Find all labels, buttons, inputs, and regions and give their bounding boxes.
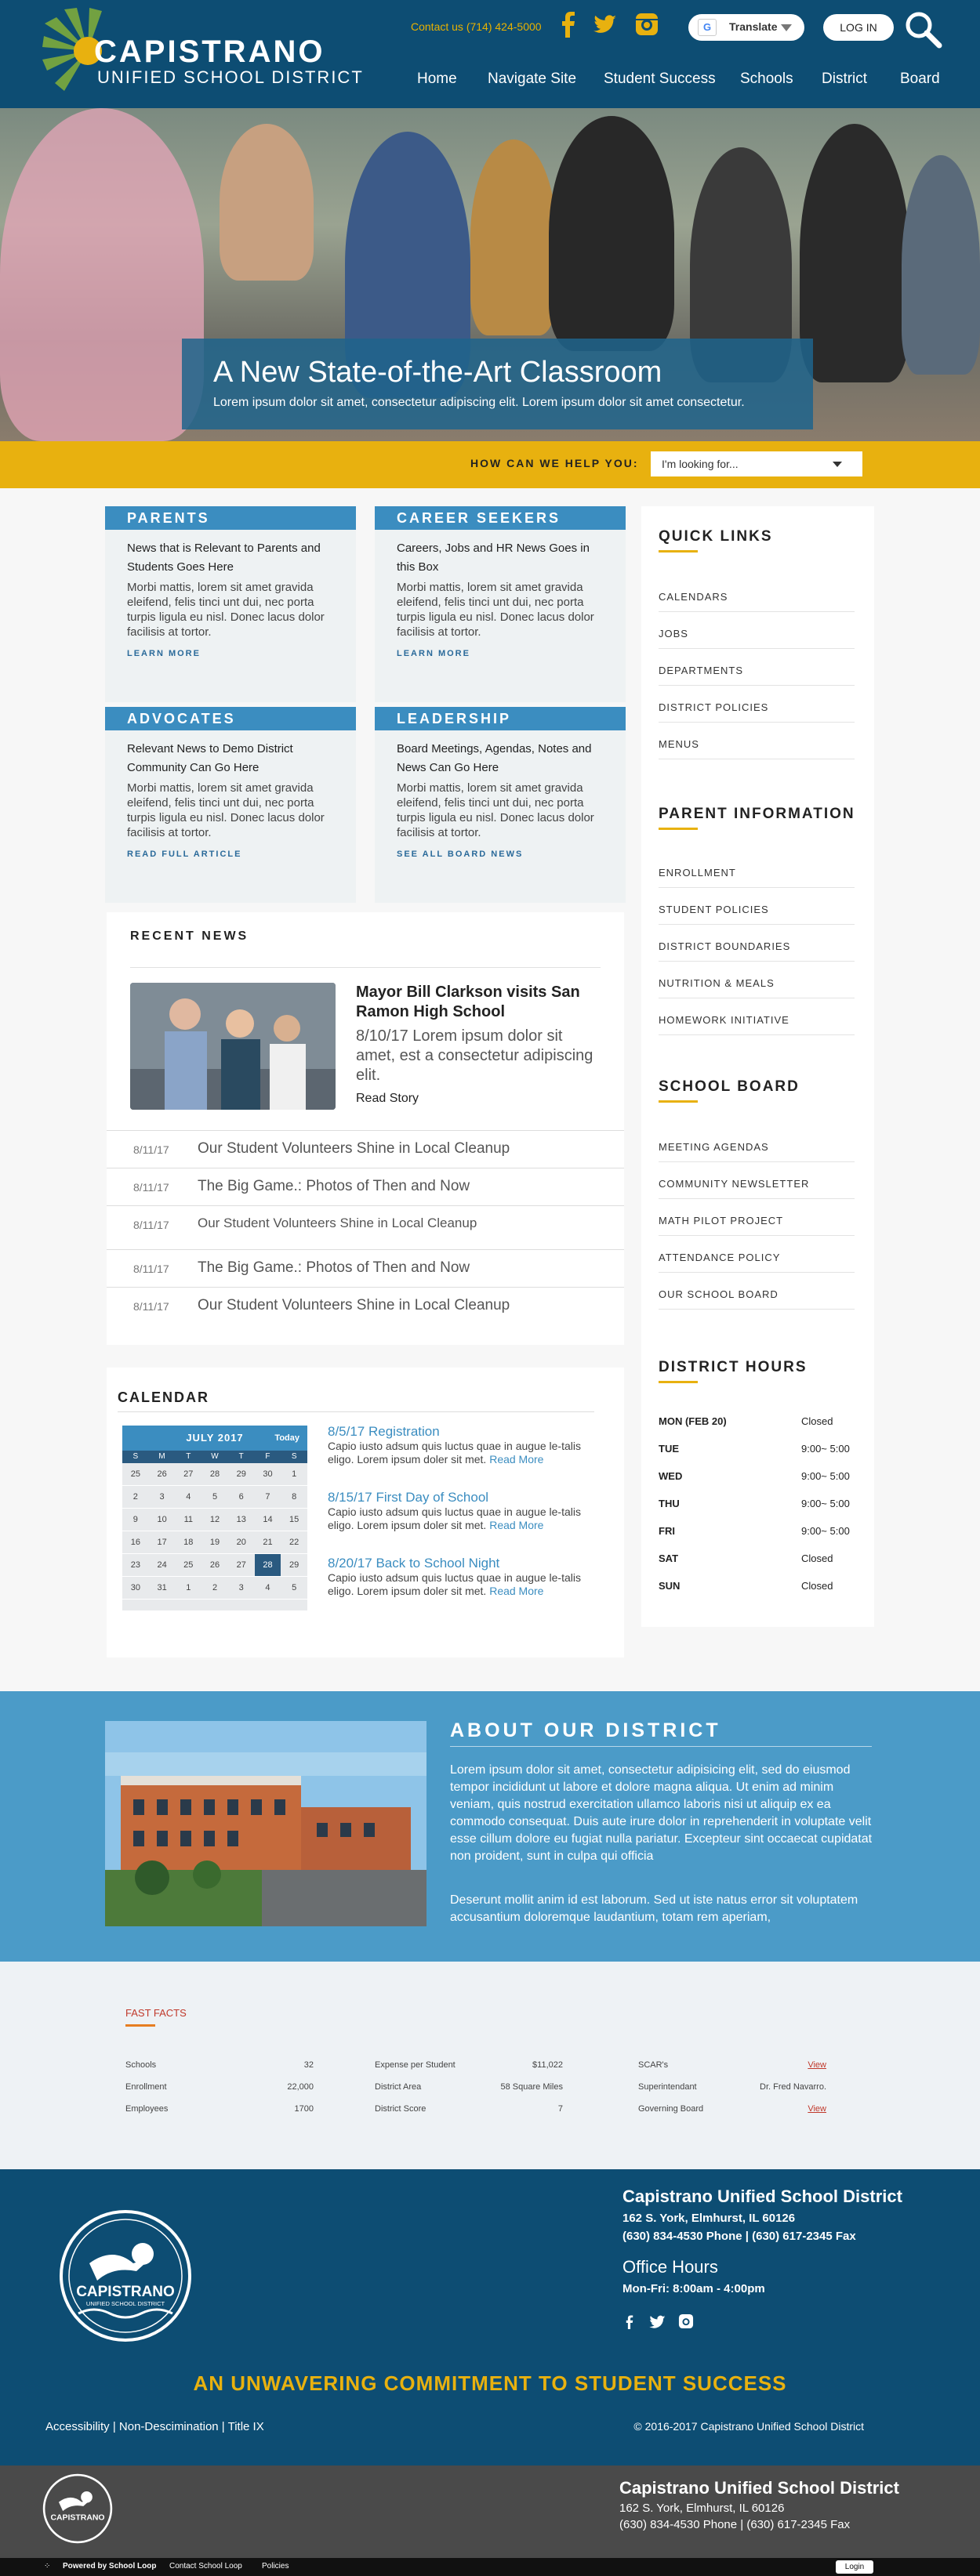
fact-label: District Score: [375, 2104, 426, 2114]
chevron-down-icon: [781, 24, 792, 31]
main-nav: [0, 71, 980, 94]
parent-link[interactable]: NUTRITION & MEALS: [659, 963, 855, 998]
google-icon: G: [698, 19, 717, 36]
board-link[interactable]: OUR SCHOOL BOARD: [659, 1274, 855, 1310]
heading-underline: [659, 1381, 698, 1383]
fact-label: Expense per Student: [375, 2060, 456, 2070]
card-link[interactable]: LEARN MORE: [127, 649, 201, 658]
about-paragraph: Lorem ipsum dolor sit amet, consectetur adipisicing elit, sed do eiusmod tempor incididunt ut labore et dolore magna aliqua. Ut enim ad minim veniam, quis nostrud exercitation ullamco laboris nisi ut aliquip ex ea commodo consequat. Duis aute irure dolor in reprehenderit in voluptate velit esse cillum dolore eu fugiat nulla pariatur. Excepteur sint occaecat cupidatat non proident, sunt in culpa qui officia: [450, 1763, 873, 1863]
fact-value: 58 Square Miles: [500, 2082, 563, 2092]
fact-value: 1700: [294, 2104, 314, 2114]
card-heading: ADVOCATES: [105, 707, 356, 730]
quick-link[interactable]: JOBS: [659, 614, 855, 649]
board-link[interactable]: ATTENDANCE POLICY: [659, 1237, 855, 1273]
hero-caption[interactable]: [182, 339, 813, 429]
instagram-icon[interactable]: [677, 2313, 695, 2330]
card-heading: CAREER SEEKERS: [375, 506, 626, 530]
divider: [130, 967, 601, 968]
policies-link[interactable]: Policies: [262, 2562, 289, 2571]
news-item[interactable]: [107, 1168, 624, 1205]
dow: F: [265, 1452, 270, 1461]
footer-district-name: Capistrano Unified School District: [619, 2478, 899, 2498]
calendar-week: [122, 1531, 307, 1554]
parent-link[interactable]: DISTRICT BOUNDARIES: [659, 926, 855, 962]
hours-day: MON (FEB 20): [659, 1415, 727, 1427]
calendar-week: [122, 1509, 307, 1531]
search-icon[interactable]: [903, 9, 944, 50]
divider: [450, 1746, 872, 1747]
calendar-day[interactable]: 30: [263, 1469, 273, 1479]
dow: W: [211, 1452, 219, 1461]
copyright: © 2016-2017 Capistrano Unified School District: [633, 2420, 864, 2433]
card-advocates: [105, 707, 356, 903]
calendar-day[interactable]: 6: [238, 1492, 244, 1502]
event-body: Capio iusto adsum quis luctus quae in augue le-talis eligo. Lorem ipsum doler sit met.: [328, 1440, 581, 1466]
login-button[interactable]: LOG IN: [823, 14, 894, 41]
contact-link[interactable]: Contact us (714) 424-5000: [411, 20, 542, 33]
help-label: HOW CAN WE HELP YOU:: [470, 457, 639, 469]
board-link[interactable]: MEETING AGENDAS: [659, 1127, 855, 1162]
about-section: [0, 1691, 980, 1962]
site-footer: [0, 2169, 980, 2465]
powered-by-link[interactable]: Powered by School Loop: [63, 2562, 157, 2571]
dow: S: [291, 1452, 297, 1461]
calendar-day[interactable]: 12: [209, 1515, 220, 1524]
quick-link[interactable]: DEPARTMENTS: [659, 650, 855, 686]
news-title: Our Student Volunteers Shine in Local Cleanup: [198, 1140, 510, 1157]
footer-links[interactable]: Accessibility | Non-Descimination | Title IX: [45, 2420, 264, 2433]
hours-value: 9:00~ 5:00: [801, 1498, 850, 1509]
footer-phone: (630) 834-4530 Phone | (630) 617-2345 Fax: [622, 2230, 856, 2243]
nav-board[interactable]: Board: [900, 71, 940, 87]
hours-value: 9:00~ 5:00: [801, 1525, 850, 1537]
twitter-icon[interactable]: [648, 2313, 666, 2331]
news-title: The Big Game.: Photos of Then and Now: [198, 1259, 470, 1276]
calendar-month: JULY 2017: [186, 1432, 244, 1444]
card-body: Morbi mattis, lorem sit amet gravida eleifend, felis tinci unt dui, nec porta turpis ligula eu nisl. Donec lacus dolor facilisis at tortor.: [127, 581, 325, 639]
calendar-day[interactable]: 17: [157, 1538, 167, 1547]
calendar-week: [122, 1463, 307, 1486]
bottom-bar: [0, 2558, 980, 2576]
hours-row: [659, 1470, 855, 1482]
nav-navigate-site[interactable]: Navigate Site: [488, 71, 577, 87]
heading-underline: [125, 2024, 155, 2027]
seal-text: CAPISTRANO: [76, 2284, 175, 2300]
card-subtitle: News that is Relevant to Parents and Students Goes Here: [127, 542, 321, 574]
hours-day: THU: [659, 1498, 680, 1509]
nav-student-success[interactable]: Student Success: [604, 71, 716, 87]
calendar-day[interactable]: 8: [292, 1492, 297, 1502]
parent-link[interactable]: STUDENT POLICIES: [659, 889, 855, 925]
fact-row: [125, 2082, 314, 2092]
news-date: 8/11/17: [133, 1143, 169, 1156]
card-link[interactable]: SEE ALL BOARD NEWS: [397, 850, 524, 859]
heading-underline: [659, 550, 698, 553]
hours-row: [659, 1580, 855, 1592]
calendar-day[interactable]: 20: [236, 1538, 246, 1547]
fact-row: [125, 2060, 314, 2070]
news-title: The Big Game.: Photos of Then and Now: [198, 1178, 470, 1194]
calendar-day[interactable]: 14: [263, 1515, 273, 1524]
card-body: Morbi mattis, lorem sit amet gravida eleifend, felis tinci unt dui, nec porta turpis ligula eu nisl. Donec lacus dolor facilisis at tortor.: [127, 781, 325, 839]
card-body: Morbi mattis, lorem sit amet gravida eleifend, felis tinci unt dui, nec porta turpis ligula eu nisl. Donec lacus dolor facilisis at tortor.: [397, 781, 594, 839]
fact-value: 22,000: [287, 2082, 314, 2092]
news-heading: RECENT NEWS: [130, 929, 249, 943]
district-hours-heading: DISTRICT HOURS: [659, 1359, 808, 1375]
calendar-day[interactable]: 27: [236, 1560, 246, 1570]
today-button[interactable]: Today: [274, 1433, 299, 1443]
calendar-day[interactable]: 1: [186, 1583, 191, 1592]
hero-subtitle: Lorem ipsum dolor sit amet, consectetur adipiscing elit. Lorem ipsum dolor sit amet consectetur.: [213, 396, 745, 409]
board-link[interactable]: COMMUNITY NEWSLETTER: [659, 1164, 855, 1199]
parent-link[interactable]: ENROLLMENT: [659, 853, 855, 888]
calendar-day[interactable]: 19: [209, 1538, 220, 1547]
fact-label: District Area: [375, 2082, 422, 2092]
hours-day: SAT: [659, 1552, 679, 1564]
parent-link[interactable]: HOMEWORK INITIATIVE: [659, 1000, 855, 1035]
calendar-day[interactable]: 9: [132, 1515, 138, 1524]
fact-view-link[interactable]: View: [808, 2104, 826, 2114]
read-more-link[interactable]: Read More: [489, 1519, 544, 1531]
heading-underline: [659, 1100, 698, 1103]
mini-calendar: [122, 1426, 307, 1610]
card-heading: LEADERSHIP: [375, 707, 626, 730]
fast-facts: [0, 1962, 980, 2169]
nav-home[interactable]: Home: [417, 71, 457, 87]
hours-row: [659, 1525, 855, 1537]
board-link[interactable]: MATH PILOT PROJECT: [659, 1201, 855, 1236]
footer-district-name: Capistrano Unified School District: [622, 2187, 902, 2206]
seal-text: CAPISTRANO: [50, 2513, 105, 2523]
office-hours-title: Office Hours: [622, 2257, 718, 2277]
read-more-link[interactable]: Read More: [489, 1585, 544, 1597]
fact-value: Dr. Fred Navarro.: [760, 2082, 826, 2092]
hero-title: A New State-of-the-Art Classroom: [213, 356, 662, 389]
featured-story: [356, 983, 599, 1106]
calendar-day[interactable]: 22: [289, 1538, 299, 1547]
calendar-day[interactable]: 16: [130, 1538, 140, 1547]
hours-value: 9:00~ 5:00: [801, 1443, 850, 1455]
news-date: 8/11/17: [133, 1219, 169, 1231]
calendar-day[interactable]: 23: [130, 1560, 140, 1570]
calendar-day[interactable]: 27: [183, 1469, 194, 1479]
calendar-day[interactable]: 18: [183, 1538, 194, 1547]
event-title[interactable]: 8/5/17 Registration: [328, 1424, 440, 1439]
hours-day: WED: [659, 1470, 683, 1482]
news-item[interactable]: [107, 1249, 624, 1287]
fact-row: [375, 2082, 563, 2092]
feature-desc: 8/10/17 Lorem ipsum dolor sit amet, est a consectetur adipiscing elit.: [356, 1027, 593, 1084]
secondary-footer: [0, 2465, 980, 2558]
calendar-day[interactable]: 10: [157, 1515, 167, 1524]
dow: M: [158, 1452, 165, 1461]
fact-label: Schools: [125, 2060, 157, 2070]
news-item[interactable]: [107, 1205, 624, 1243]
chevron-down-icon: [833, 462, 842, 467]
news-date: 8/11/17: [133, 1263, 169, 1275]
site-header: [0, 0, 980, 108]
quick-link[interactable]: MENUS: [659, 724, 855, 759]
fact-label: Superintendant: [638, 2082, 697, 2092]
news-title: Our Student Volunteers Shine in Local Cleanup: [198, 1216, 477, 1230]
dow: T: [238, 1452, 244, 1461]
card-subtitle: Relevant News to Demo District Community Can Go Here: [127, 742, 293, 774]
nav-schools[interactable]: Schools: [740, 71, 793, 87]
secondary-footer-address: [619, 2478, 899, 2531]
district-seal-icon[interactable]: [58, 2208, 193, 2343]
news-date: 8/11/17: [133, 1181, 169, 1194]
sidebar: [641, 506, 874, 1627]
parent-info-heading: PARENT INFORMATION: [659, 806, 855, 822]
quick-link[interactable]: CALENDARS: [659, 577, 855, 612]
hours-row: [659, 1415, 855, 1427]
calendar-day[interactable]: 26: [157, 1469, 167, 1479]
school-loop-icon: ⁘: [44, 2562, 51, 2571]
calendar-day[interactable]: 4: [186, 1492, 191, 1502]
hours-row: [659, 1443, 855, 1455]
hours-row: [659, 1552, 855, 1564]
card-link[interactable]: READ FULL ARTICLE: [127, 850, 242, 859]
calendar-day[interactable]: 21: [263, 1538, 273, 1547]
feature-title[interactable]: Mayor Bill Clarkson visits San Ramon High School: [356, 984, 580, 1020]
calendar-day[interactable]: 2: [132, 1492, 138, 1502]
hours-day: FRI: [659, 1525, 675, 1537]
facebook-icon[interactable]: [622, 2313, 637, 2331]
footer-phone: (630) 834-4530 Phone | (630) 617-2345 Fax: [619, 2518, 851, 2531]
fact-view-link[interactable]: View: [808, 2060, 826, 2070]
event-title[interactable]: 8/15/17 First Day of School: [328, 1490, 489, 1505]
calendar-day[interactable]: 24: [157, 1560, 167, 1570]
dow: T: [186, 1452, 191, 1461]
translate-label: Translate: [729, 20, 778, 33]
fact-label: SCAR's: [638, 2060, 669, 2070]
news-item[interactable]: [107, 1130, 624, 1168]
footer-street: 162 S. York, Elmhurst, IL 60126: [619, 2502, 785, 2515]
calendar-day[interactable]: 15: [289, 1515, 299, 1524]
hours-value: Closed: [801, 1580, 833, 1592]
help-bar: [0, 441, 980, 488]
people-photo-icon: [130, 983, 336, 1110]
school-board-heading: SCHOOL BOARD: [659, 1078, 800, 1095]
fact-label: Enrollment: [125, 2082, 167, 2092]
calendar-week: [122, 1577, 307, 1600]
card-heading: PARENTS: [105, 506, 356, 530]
news-date: 8/11/17: [133, 1300, 169, 1313]
calendar-day[interactable]: 26: [209, 1560, 220, 1570]
quick-links-heading: QUICK LINKS: [659, 528, 773, 545]
footer-street: 162 S. York, Elmhurst, IL 60126: [622, 2212, 796, 2225]
calendar-day[interactable]: 28: [209, 1469, 220, 1479]
calendar-day[interactable]: 3: [159, 1492, 165, 1502]
facebook-icon[interactable]: [555, 11, 582, 38]
card-subtitle: Board Meetings, Agendas, Notes and News Can Go Here: [397, 742, 592, 774]
footer-social: [622, 2313, 902, 2331]
event-body: Capio iusto adsum quis luctus quae in augue le-talis eligo. Lorem ipsum doler sit met.: [328, 1505, 581, 1531]
office-hours: Mon-Fri: 8:00am - 4:00pm: [622, 2282, 765, 2295]
day-of-week-row: [122, 1451, 307, 1463]
logo-title: CAPISTRANO: [94, 34, 325, 69]
card-subtitle: Careers, Jobs and HR News Goes in this Box: [397, 542, 590, 574]
calendar-day[interactable]: 28: [255, 1554, 281, 1576]
hours-day: SUN: [659, 1580, 681, 1592]
fact-row: [638, 2104, 826, 2114]
fast-facts-heading: FAST FACTS: [125, 2007, 187, 2019]
instagram-icon[interactable]: [633, 11, 660, 38]
card-link[interactable]: LEARN MORE: [397, 649, 470, 658]
bottom-login-button[interactable]: Login: [836, 2560, 873, 2574]
read-more-link[interactable]: Read More: [489, 1453, 544, 1466]
calendar-day[interactable]: 1: [292, 1469, 297, 1479]
fact-row: [125, 2104, 314, 2114]
heading-underline: [659, 828, 698, 830]
calendar-day[interactable]: 25: [183, 1560, 194, 1570]
divider: [118, 1411, 594, 1412]
fact-label: Employees: [125, 2104, 169, 2114]
read-story-link[interactable]: Read Story: [356, 1092, 419, 1105]
calendar-day[interactable]: 2: [212, 1583, 218, 1592]
calendar-day[interactable]: 5: [212, 1492, 218, 1502]
recent-news: [107, 912, 624, 1345]
calendar-day[interactable]: 5: [292, 1583, 297, 1592]
school-building-icon: [105, 1721, 426, 1926]
card-body: Morbi mattis, lorem sit amet gravida eleifend, felis tinci unt dui, nec porta turpis ligula eu nisl. Donec lacus dolor facilisis at tortor.: [397, 581, 594, 639]
calendar-day[interactable]: 30: [130, 1583, 140, 1592]
calendar-day[interactable]: 29: [236, 1469, 246, 1479]
calendar-day[interactable]: 4: [265, 1583, 270, 1592]
fact-row: [638, 2082, 826, 2092]
hours-value: Closed: [801, 1415, 833, 1427]
seal-subtext: UNIFIED SCHOOL DISTRICT: [85, 2300, 165, 2307]
hours-row: [659, 1498, 855, 1509]
news-title: Our Student Volunteers Shine in Local Cleanup: [198, 1297, 510, 1313]
calendar-day[interactable]: 3: [238, 1583, 244, 1592]
calendar-day[interactable]: 13: [236, 1515, 246, 1524]
twitter-icon[interactable]: [591, 11, 618, 38]
calendar-event: [328, 1490, 602, 1532]
calendar-grid: [122, 1463, 307, 1600]
calendar-day[interactable]: 25: [130, 1469, 140, 1479]
card-leadership: [375, 707, 626, 903]
calendar-day[interactable]: 29: [289, 1560, 299, 1570]
calendar-day[interactable]: 31: [157, 1583, 167, 1592]
about-paragraph: Deserunt mollit anim id est laborum. Sed ut iste natus error sit voluptatem accusantium doloremque laudantium, totam rem aperiam,: [450, 1893, 858, 1924]
contact-school-loop-link[interactable]: Contact School Loop: [169, 2562, 242, 2571]
select-value: I'm looking for...: [662, 458, 739, 470]
fact-row: [375, 2060, 563, 2070]
hours-value: 9:00~ 5:00: [801, 1470, 850, 1482]
calendar-heading: CALENDAR: [118, 1389, 209, 1405]
calendar-week: [122, 1486, 307, 1509]
translate-button[interactable]: [688, 14, 804, 41]
looking-for-select[interactable]: [651, 451, 862, 476]
fact-value: 7: [557, 2104, 563, 2114]
hours-value: Closed: [801, 1552, 833, 1564]
event-body: Capio iusto adsum quis luctus quae in augue le-talis eligo. Lorem ipsum doler sit met.: [328, 1571, 581, 1597]
calendar-day[interactable]: 7: [265, 1492, 270, 1502]
footer-address: [622, 2187, 902, 2331]
dow: S: [132, 1452, 139, 1461]
calendar-day[interactable]: 11: [183, 1515, 193, 1524]
fact-label: Governing Board: [638, 2104, 704, 2114]
calendar-event: [328, 1424, 602, 1466]
calendar-week: [122, 1554, 307, 1577]
card-career-seekers: [375, 506, 626, 702]
calendar-month-bar: [122, 1426, 307, 1451]
hours-day: TUE: [659, 1443, 679, 1455]
card-parents: [105, 506, 356, 702]
school-building-photo: [105, 1721, 426, 1926]
logo-subtitle: UNIFIED SCHOOL DISTRICT: [97, 67, 364, 87]
fact-row: [375, 2104, 563, 2114]
fact-value: $11,022: [532, 2060, 563, 2070]
fact-value: 32: [303, 2060, 314, 2070]
news-photo[interactable]: [130, 983, 336, 1110]
about-heading: ABOUT OUR DISTRICT: [450, 1719, 721, 1741]
event-title[interactable]: 8/20/17 Back to School Night: [328, 1556, 500, 1571]
calendar-section: [107, 1368, 624, 1658]
calendar-event: [328, 1556, 602, 1598]
district-seal-icon[interactable]: [42, 2473, 113, 2544]
news-item[interactable]: [107, 1287, 624, 1324]
commitment-tagline: AN UNWAVERING COMMITMENT TO STUDENT SUCCESS: [193, 2371, 787, 2395]
fact-row: [638, 2060, 826, 2070]
nav-district[interactable]: District: [822, 71, 868, 87]
quick-link[interactable]: DISTRICT POLICIES: [659, 687, 855, 723]
